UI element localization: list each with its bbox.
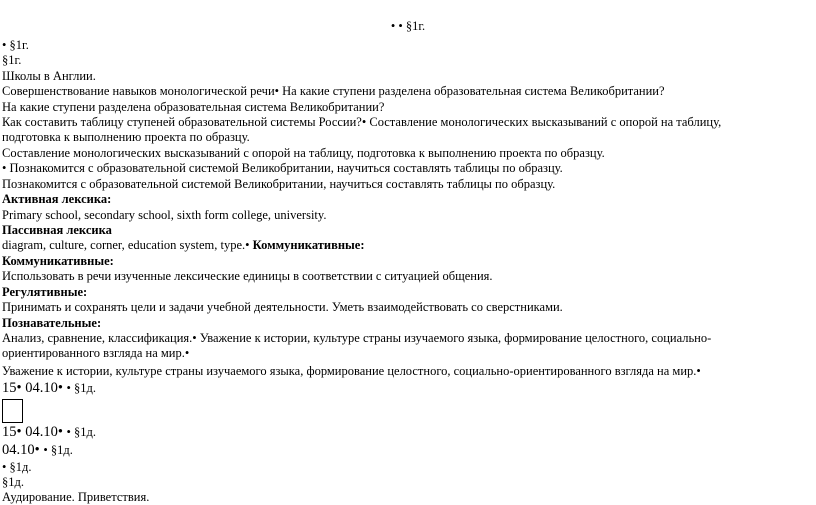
doc-line-7: подготовка к выполнению проекта по образцу.	[2, 130, 250, 144]
doc-line-24-section: • §1д.	[66, 425, 97, 439]
doc-line-0: • • §1г.	[390, 19, 426, 33]
doc-line-23	[2, 381, 96, 396]
heading-active-vocabulary: Активная лексика:	[2, 192, 112, 206]
doc-line-16: Использовать в речи изученные лексические единицы в соответствии с ситуацией общения.	[2, 269, 493, 283]
empty-table-cell	[2, 399, 23, 423]
doc-line-6: Как составить таблицу ступеней образовательной системы России?• Составление монологических высказываний с опорой на таблицу,	[2, 115, 722, 129]
doc-line-28: Аудирование. Приветствия.	[2, 490, 150, 504]
doc-line-14	[2, 238, 365, 253]
doc-line-1: • §1г.	[2, 38, 29, 52]
doc-line-2: §1г.	[2, 53, 22, 67]
doc-line-18: Принимать и сохранять цели и задачи учебной деятельности. Уметь взаимодействовать со сверстниками.	[2, 300, 563, 314]
doc-line-24	[2, 425, 96, 440]
doc-line-21: ориентированного взгляда на мир.•	[2, 346, 190, 360]
doc-line-23-section: • §1д.	[66, 381, 97, 395]
doc-line-23-date: 15• 04.10•	[2, 380, 67, 396]
doc-line-14-bold: Коммуникативные:	[252, 238, 365, 252]
doc-line-20: Анализ, сравнение, классификация.• Уважение к истории, культуре страны изучаемого языка, формирование целостного, социально-	[2, 331, 712, 345]
heading-communicative: Коммуникативные:	[2, 254, 114, 268]
doc-line-25	[2, 443, 73, 458]
doc-line-22: Уважение к истории, культуре страны изучаемого языка, формирование целостного, социально-ориентированного взгляда на мир.•	[2, 364, 701, 378]
doc-line-27: §1д.	[2, 475, 24, 489]
doc-line-12: Primary school, secondary school, sixth form college, university.	[2, 208, 327, 222]
doc-line-3: Школы в Англии.	[2, 69, 96, 83]
doc-line-9: • Познакомится с образовательной системой Великобритании, научиться составлять таблицы по образцу.	[2, 161, 563, 175]
heading-cognitive: Познавательные:	[2, 316, 102, 330]
doc-line-5: На какие ступени разделена образовательная система Великобритании?	[2, 100, 385, 114]
doc-line-14-text: diagram, culture, corner, education system, type.•	[2, 238, 253, 252]
doc-line-8: Составление монологических высказываний с опорой на таблицу, подготовка к выполнению проекта по образцу.	[2, 146, 605, 160]
heading-passive-vocabulary: Пассивная лексика	[2, 223, 112, 237]
doc-line-10: Познакомится с образовательной системой Великобритании, научиться составлять таблицы по образцу.	[2, 177, 556, 191]
doc-line-24-date: 15• 04.10•	[2, 424, 67, 440]
doc-line-25-section: • §1д.	[43, 443, 73, 457]
doc-line-25-date: 04.10•	[2, 442, 44, 458]
doc-line-4: Совершенствование навыков монологической речи• На какие ступени разделена образовательная система Великобритании?	[2, 84, 665, 98]
heading-regulative: Регулятивные:	[2, 285, 88, 299]
doc-line-26: • §1д.	[2, 460, 32, 474]
